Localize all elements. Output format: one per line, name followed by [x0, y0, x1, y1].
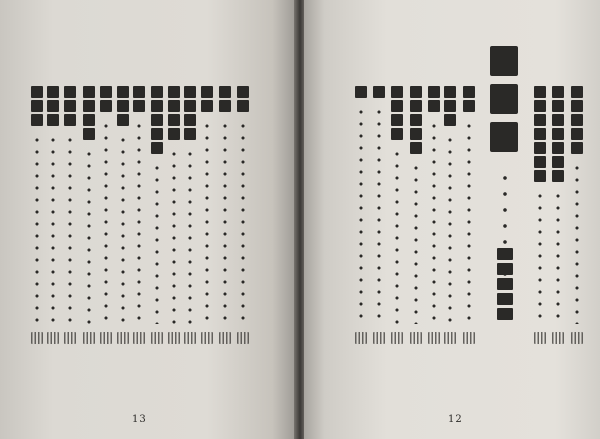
contents-entry: [462, 86, 476, 344]
entry-title-glyph: [534, 142, 546, 154]
entry-leader-dots: [63, 134, 77, 324]
entry-title-glyph: [463, 86, 475, 98]
entry-title-glyph: [219, 86, 231, 98]
entry-leader-dots: [183, 148, 197, 324]
contents-entry: [218, 86, 232, 344]
entry-title-glyph: [117, 86, 129, 98]
author-glyph: [497, 308, 513, 320]
author-glyph: [497, 263, 513, 275]
contents-entry: [30, 86, 44, 344]
contents-entry: [167, 86, 181, 344]
title-glyph: [490, 122, 518, 152]
entry-title-glyph: [184, 128, 196, 140]
entry-title-glyph: [444, 86, 456, 98]
entry-leader-dots: [427, 120, 441, 324]
author-glyph: [497, 248, 513, 260]
entry-title-glyph: [237, 100, 249, 112]
entry-page-number: [168, 332, 180, 344]
entry-leader-dots: [150, 162, 164, 324]
entry-title-glyph: [31, 114, 43, 126]
entry-title-glyph: [391, 114, 403, 126]
entry-title-glyph: [428, 100, 440, 112]
entry-title-glyph: [410, 114, 422, 126]
entry-title-glyph: [571, 128, 583, 140]
entry-title-glyph: [237, 86, 249, 98]
entry-title-glyph: [100, 86, 112, 98]
entry-title-glyph: [463, 100, 475, 112]
entry-page-number: [117, 332, 129, 344]
entry-page-number: [552, 332, 564, 344]
contents-entry: [132, 86, 146, 344]
entry-title-glyph: [151, 100, 163, 112]
right-folio: 12: [448, 414, 463, 425]
entry-title-glyph: [534, 156, 546, 168]
entry-leader-dots: [462, 120, 476, 324]
entry-title-glyph: [31, 100, 43, 112]
entry-leader-dots: [236, 120, 250, 324]
entry-page-number: [100, 332, 112, 344]
contents-entry: [200, 86, 214, 344]
entry-title-glyph: [373, 86, 385, 98]
entry-title-glyph: [151, 86, 163, 98]
entry-title-glyph: [410, 100, 422, 112]
contents-entry: [354, 86, 368, 344]
entry-title-glyph: [168, 86, 180, 98]
entry-page-number: [31, 332, 43, 344]
entry-page-number: [83, 332, 95, 344]
entry-leader-dots: [116, 134, 130, 324]
entry-leader-dots: [533, 190, 547, 324]
entry-title-glyph: [151, 142, 163, 154]
entry-title-glyph: [31, 86, 43, 98]
entry-title-glyph: [552, 156, 564, 168]
entry-title-glyph: [83, 128, 95, 140]
entry-title-glyph: [64, 86, 76, 98]
entry-title-glyph: [571, 100, 583, 112]
entry-title-glyph: [168, 100, 180, 112]
entry-title-glyph: [444, 100, 456, 112]
entry-title-glyph: [410, 142, 422, 154]
entry-title-glyph: [428, 86, 440, 98]
entry-title-glyph: [534, 128, 546, 140]
entry-title-glyph: [184, 100, 196, 112]
contents-entry: [443, 86, 457, 344]
entry-title-glyph: [391, 128, 403, 140]
entry-title-glyph: [410, 86, 422, 98]
contents-entry: [390, 86, 404, 344]
entry-page-number: [237, 332, 249, 344]
entry-title-glyph: [219, 100, 231, 112]
left-page: [0, 0, 296, 439]
entry-title-glyph: [571, 86, 583, 98]
entry-title-glyph: [117, 100, 129, 112]
entry-title-glyph: [552, 100, 564, 112]
left-folio: 13: [132, 414, 147, 425]
contents-entry: [372, 86, 386, 344]
entry-title-glyph: [133, 86, 145, 98]
entry-title-glyph: [184, 86, 196, 98]
entry-title-glyph: [534, 86, 546, 98]
entry-page-number: [428, 332, 440, 344]
entry-page-number: [391, 332, 403, 344]
entry-title-glyph: [64, 114, 76, 126]
entry-title-glyph: [552, 128, 564, 140]
entry-title-glyph: [534, 170, 546, 182]
entry-title-glyph: [47, 100, 59, 112]
entry-leader-dots: [443, 134, 457, 324]
contents-entry: [150, 86, 164, 344]
entry-page-number: [355, 332, 367, 344]
entry-title-glyph: [552, 114, 564, 126]
entry-title-glyph: [552, 86, 564, 98]
entry-leader-dots: [82, 148, 96, 324]
contents-entry: [409, 86, 423, 344]
entry-page-number: [219, 332, 231, 344]
author-name: [496, 248, 514, 318]
entry-leader-dots: [218, 120, 232, 324]
entry-page-number: [64, 332, 76, 344]
entry-page-number: [571, 332, 583, 344]
contents-entry: [63, 86, 77, 344]
entry-title-glyph: [355, 86, 367, 98]
entry-title-glyph: [83, 114, 95, 126]
entry-title-glyph: [168, 128, 180, 140]
entry-title-glyph: [133, 100, 145, 112]
entry-title-glyph: [552, 142, 564, 154]
entry-page-number: [444, 332, 456, 344]
entry-page-number: [373, 332, 385, 344]
entry-title-glyph: [47, 86, 59, 98]
entry-title-glyph: [571, 114, 583, 126]
entry-leader-dots: [99, 120, 113, 324]
contents-entry: [533, 86, 547, 344]
entry-page-number: [201, 332, 213, 344]
entry-page-number: [463, 332, 475, 344]
contents-entry: [236, 86, 250, 344]
contents-entry: [183, 86, 197, 344]
entry-title-glyph: [444, 114, 456, 126]
contents-entry: [46, 86, 60, 344]
contents-entry: [99, 86, 113, 344]
entry-title-glyph: [64, 100, 76, 112]
entry-page-number: [534, 332, 546, 344]
entry-title-glyph: [391, 100, 403, 112]
entry-title-glyph: [391, 86, 403, 98]
entry-title-glyph: [552, 170, 564, 182]
entry-title-glyph: [151, 114, 163, 126]
entry-leader-dots: [409, 162, 423, 324]
entry-leader-dots: [570, 162, 584, 324]
contents-entry: [551, 86, 565, 344]
entry-page-number: [133, 332, 145, 344]
entry-title-glyph: [168, 114, 180, 126]
entry-title-glyph: [151, 128, 163, 140]
entry-title-glyph: [184, 114, 196, 126]
entry-title-glyph: [83, 86, 95, 98]
entry-page-number: [47, 332, 59, 344]
entry-leader-dots: [390, 148, 404, 324]
entry-leader-dots: [200, 120, 214, 324]
entry-page-number: [151, 332, 163, 344]
entry-leader-dots: [46, 134, 60, 324]
contents-entry: [570, 86, 584, 344]
entry-title-glyph: [201, 86, 213, 98]
entry-title-glyph: [83, 100, 95, 112]
entry-leader-dots: [372, 106, 386, 324]
title-glyph: [490, 84, 518, 114]
entry-title-glyph: [534, 114, 546, 126]
author-glyph: [497, 293, 513, 305]
entry-title-glyph: [571, 142, 583, 154]
entry-leader-dots: [30, 134, 44, 324]
entry-title-glyph: [117, 114, 129, 126]
entry-leader-dots: [167, 148, 181, 324]
contents-entry: [116, 86, 130, 344]
entry-page-number: [410, 332, 422, 344]
entry-title-glyph: [201, 100, 213, 112]
entry-leader-dots: [354, 106, 368, 324]
author-glyph: [497, 278, 513, 290]
entry-leader-dots: [132, 120, 146, 324]
contents-entry: [82, 86, 96, 344]
entry-title-glyph: [100, 100, 112, 112]
title-glyph: [490, 46, 518, 76]
contents-entry: [427, 86, 441, 344]
entry-title-glyph: [47, 114, 59, 126]
entry-page-number: [184, 332, 196, 344]
entry-leader-dots: [551, 190, 565, 324]
entry-title-glyph: [534, 100, 546, 112]
entry-title-glyph: [410, 128, 422, 140]
